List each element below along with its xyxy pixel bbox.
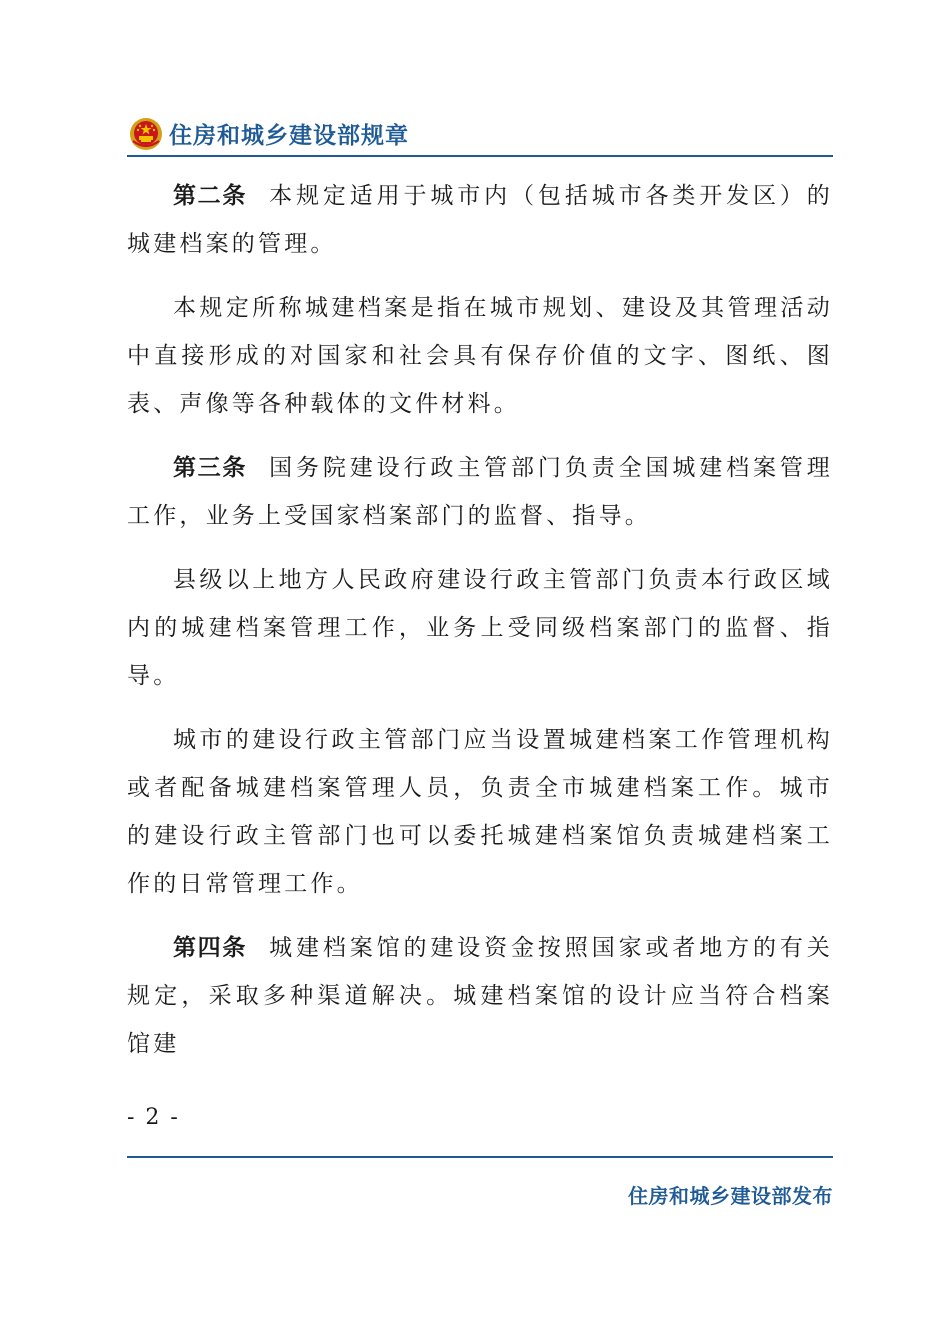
paragraph xyxy=(127,172,833,268)
footer-divider xyxy=(127,1156,833,1158)
paragraph xyxy=(127,716,833,908)
document-body xyxy=(127,172,833,1084)
header-title: 住房和城乡建设部规章 xyxy=(169,123,409,149)
article-heading: 第二条 xyxy=(173,183,248,209)
paragraph-text: 本规定所称城建档案是指在城市规划、建设及其管理活动中直接形成的对国家和社会具有保存价值的文字、图纸、图表、声像等各种载体的文件材料。 xyxy=(127,295,833,417)
footer-publisher: 住房和城乡建设部发布 xyxy=(628,1184,833,1208)
national-emblem-icon xyxy=(129,117,163,151)
paragraph-text: 城市的建设行政主管部门应当设置城建档案工作管理机构或者配备城建档案管理人员，负责全市城建档案工作。城市的建设行政主管部门也可以委托城建档案馆负责城建档案工作的日常管理工作。 xyxy=(127,727,833,897)
paragraph-text: 国务院建设行政主管部门负责全国城建档案管理工作，业务上受国家档案部门的监督、指导。 xyxy=(127,455,833,529)
article-heading: 第三条 xyxy=(173,455,248,481)
page-header xyxy=(127,114,833,156)
paragraph-text: 城建档案馆的建设资金按照国家或者地方的有关规定，采取多种渠道解决。城建档案馆的设计应当符合档案馆建 xyxy=(127,935,833,1057)
article-heading: 第四条 xyxy=(173,935,248,961)
page-number: - 2 - xyxy=(127,1105,180,1130)
paragraph-text: 县级以上地方人民政府建设行政主管部门负责本行政区域内的城建档案管理工作，业务上受同级档案部门的监督、指导。 xyxy=(127,567,833,689)
paragraph xyxy=(127,924,833,1068)
paragraph-text: 本规定适用于城市内（包括城市各类开发区）的城建档案的管理。 xyxy=(127,183,833,257)
paragraph xyxy=(127,444,833,540)
paragraph xyxy=(127,556,833,700)
header-divider xyxy=(127,155,833,157)
paragraph xyxy=(127,284,833,428)
